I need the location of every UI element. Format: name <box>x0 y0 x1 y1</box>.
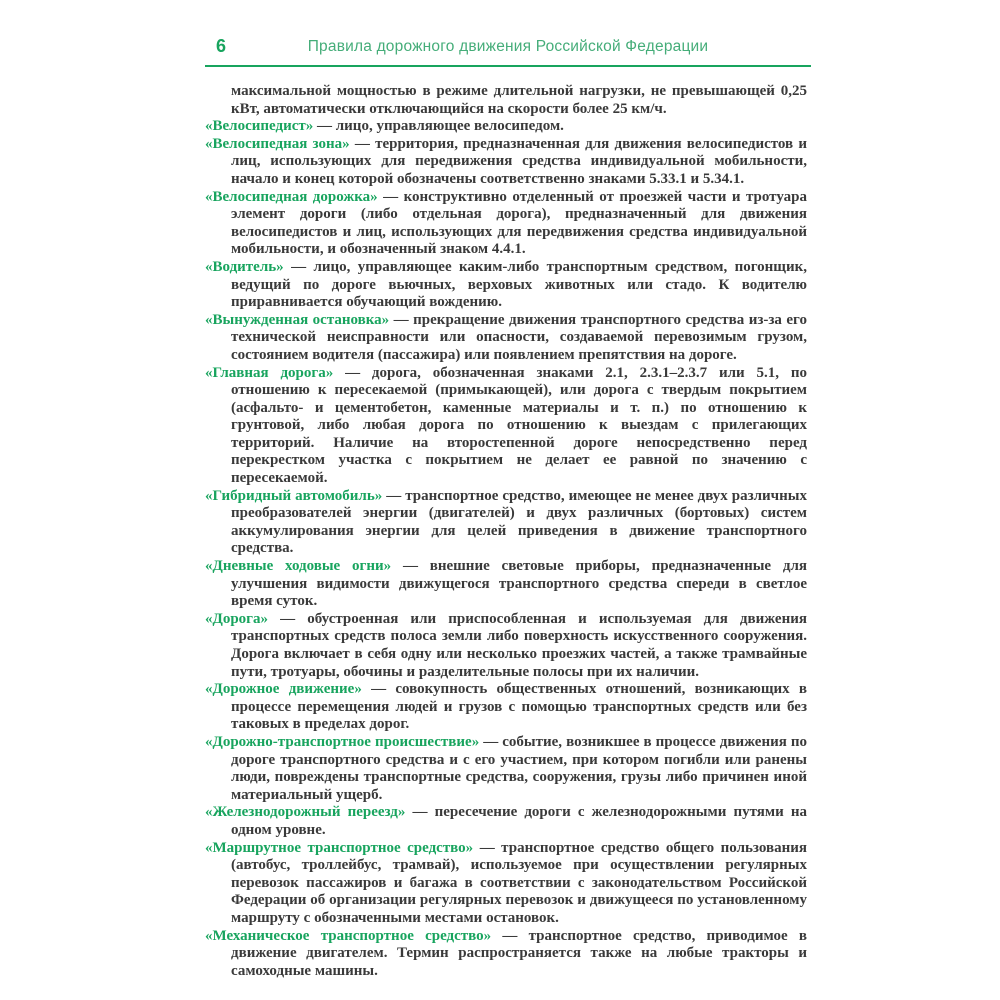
definition-item <box>205 804 807 839</box>
definition-term: «Дорога» <box>205 610 268 627</box>
definition-item <box>205 558 807 611</box>
definition-text: — транспортное средство, приводимое в движение двигателем. Термин распространяется также на любые тракторы и самоходные машины. <box>231 927 807 979</box>
definition-text: — лицо, управляющее каким-либо транспортным средством, погонщик, ведущий по дороге вьючных, верховых животных или стадо. К водителю приравнивается обучающий вождению. <box>231 258 807 311</box>
definition-term: «Механическое транспортное средство» <box>205 927 492 944</box>
definition-term: «Дорожно-транспортное происшествие» <box>205 733 480 750</box>
definition-term: «Главная дорога» <box>205 364 334 381</box>
definition-text: — лицо, управляющее велосипедом. <box>317 118 564 135</box>
definition-item <box>205 734 807 804</box>
definition-term: «Дневные ходовые огни» <box>205 558 392 575</box>
definition-text: — внешние световые приборы, предназначенные для улучшения видимости движущегося транспортного средства спереди в светлое время суток. <box>231 558 808 610</box>
definition-item <box>205 189 807 259</box>
definition-item <box>205 83 807 118</box>
definition-term: «Вынужденная остановка» <box>205 311 390 328</box>
definition-text: — событие, возникшее в процессе движения по дороге транспортного средства и с его участием, при котором погибли или ранены люди, повреждены транспортные средства, сооружения, грузы либо причинен иной материальный ущерб. <box>231 733 808 803</box>
definition-item <box>205 840 807 928</box>
definition-text: — пересечение дороги с железнодорожными путями на одном уровне. <box>231 804 808 838</box>
definition-item <box>205 118 807 136</box>
definition-text: — территория, предназначенная для движения велосипедистов и лиц, использующих для передвижения средства индивидуальной мобильности, начало и конец которой обозначены соответственно знаками 5.33.1 и 5.34.1. <box>231 135 807 187</box>
definition-text: — прекращение движения транспортного средства из-за его технической неисправности или опасности, создаваемой перевозимым грузом, состоянием водителя (пассажира) или появлением препятствия на дороге. <box>231 311 807 363</box>
definition-term: «Водитель» <box>205 258 284 275</box>
definition-item <box>205 259 807 312</box>
definition-item <box>205 611 807 681</box>
definition-text: — транспортное средство общего пользования (автобус, троллейбус, трамвай), используемое при осуществлении регулярных перевозок пассажиров и багажа в соответствии с законодательством Российской Федерации об организации регулярных перевозок и движущееся по установленному маршруту с обозначенными местами остановок. <box>231 839 808 926</box>
definition-text: — совокупность общественных отношений, возникающих в процессе перемещения людей и грузов с помощью транспортных средств или без таковых в пределах дорог. <box>231 681 808 733</box>
definition-term: «Железнодорожный переезд» <box>205 804 406 821</box>
header-rule <box>205 65 811 67</box>
definition-term: «Велосипедист» <box>205 118 314 135</box>
definition-text: максимальной мощностью в режиме длительной нагрузки, не превышающей 0,25 кВт, автоматически отключающийся на скорости более 25 км/ч. <box>231 83 807 117</box>
definition-term: «Дорожное движение» <box>205 681 362 698</box>
definition-text: — дорога, обозначенная знаками 2.1, 2.3.1–2.3.7 или 5.1, по отношению к пересекаемой (примыкающей), или дорога с твердым покрытием (асфальто- и цементобетон, каменные материалы и т. п.) по отношению к грунтовой, либо любая дорога по отношению к выездам с прилегающих территорий. Наличие на второстепенной дороге непосредственно перед перекрестком участка с покрытием не делает ее равной по значению с пересекаемой. <box>231 364 808 487</box>
running-title: Правила дорожного движения Российской Федерации <box>307 38 709 55</box>
definition-text: — конструктивно отделенный от проезжей части и тротуара элемент дороги (либо отдельная дорога), предназначенный для движения велосипедистов и лиц, использующих для передвижения средства индивидуальной мобильности, и обозначенный знаком 4.4.1. <box>231 188 807 258</box>
page-number: 6 <box>216 36 227 56</box>
definition-term: «Велосипедная дорожка» <box>205 188 378 205</box>
definition-text: — транспортное средство, имеющее не менее двух различных преобразователей энергии (двигателей) и двух различных (бортовых) систем аккумулирования энергии для целей приведения в движение транспортного средства. <box>231 487 808 557</box>
definition-item <box>205 681 807 734</box>
definition-item <box>205 365 807 488</box>
definition-term: «Гибридный автомобиль» <box>205 487 383 504</box>
definition-item <box>205 312 807 365</box>
definition-item <box>205 488 807 558</box>
definitions-list <box>205 83 807 980</box>
definition-term: «Велосипедная зона» <box>205 135 350 152</box>
definition-text: — обустроенная или приспособленная и используемая для движения транспортных средств полоса земли либо поверхность искусственного сооружения. Дорога включает в себя одну или несколько проезжих частей, а также трамвайные пути, тротуары, обочины и разделительные полосы при их наличии. <box>231 610 807 680</box>
page-header <box>205 38 811 56</box>
definition-term: «Маршрутное транспортное средство» <box>205 839 474 856</box>
definition-item <box>205 136 807 189</box>
definition-item <box>205 928 807 981</box>
